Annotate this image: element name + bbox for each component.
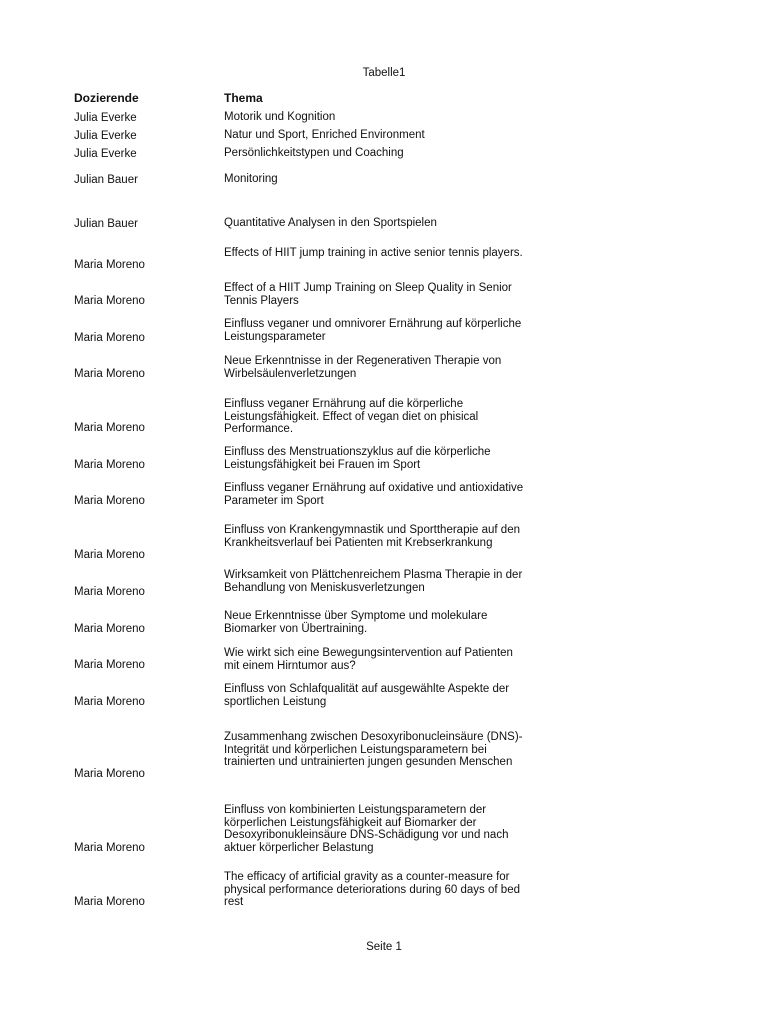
lecturer-cell: Maria Moreno — [74, 331, 145, 344]
topic-cell: Natur und Sport, Enriched Environment — [224, 129, 425, 141]
topic-cell: Einfluss von kombinierten Leistungsparametern der körperlichen Leistungsfähigkeit auf Biomarker der Desoxyribonukleinsäure DNS-Schädigung vor und nach aktuer körperlicher Belastung — [224, 804, 509, 854]
topic-cell: Einfluss von Schlafqualität auf ausgewählte Aspekte der sportlichen Leistung — [224, 683, 510, 708]
table-row — [0, 524, 768, 561]
table-row — [0, 355, 768, 380]
sheet-title: Tabelle1 — [362, 67, 406, 79]
topic-cell: Einfluss von Krankengymnastik und Sporttherapie auf den Krankheitsverlauf bei Patienten mit Krebserkrankung — [224, 524, 520, 549]
topic-cell: Wirksamkeit von Plättchenreichem Plasma Therapie in der Behandlung von Meniskusverletzungen — [224, 569, 523, 594]
table-row — [0, 247, 768, 271]
table-row — [0, 282, 768, 307]
lecturer-cell: Maria Moreno — [74, 767, 145, 780]
lecturer-cell: Maria Moreno — [74, 658, 145, 671]
lecturer-cell: Maria Moreno — [74, 841, 145, 854]
table-row — [0, 683, 768, 708]
lecturer-cell: Julia Everke — [74, 111, 137, 124]
lecturer-cell: Julia Everke — [74, 147, 137, 160]
topic-cell: Einfluss veganer Ernährung auf oxidative und antioxidative Parameter im Sport — [224, 482, 524, 507]
lecturer-cell: Maria Moreno — [74, 367, 145, 380]
lecturer-cell: Maria Moreno — [74, 895, 145, 908]
lecturer-cell: Julian Bauer — [74, 173, 138, 186]
topic-cell: Monitoring — [224, 173, 278, 185]
table-row — [0, 217, 768, 230]
lecturer-cell: Maria Moreno — [74, 458, 145, 471]
table-row — [0, 147, 768, 160]
table-row — [0, 871, 768, 908]
topic-cell: Einfluss veganer und omnivorer Ernährung auf körperliche Leistungsparameter — [224, 318, 522, 343]
lecturer-cell: Maria Moreno — [74, 622, 145, 635]
topic-cell: Neue Erkenntnisse über Symptome und molekulare Biomarker von Übertraining. — [224, 610, 488, 635]
lecturer-cell: Maria Moreno — [74, 258, 145, 271]
topic-cell: Motorik und Kognition — [224, 111, 336, 123]
table-row — [0, 398, 768, 434]
lecturer-cell: Julian Bauer — [74, 217, 138, 230]
lecturer-cell: Maria Moreno — [74, 421, 145, 434]
table-row — [0, 731, 768, 780]
lecturer-cell: Maria Moreno — [74, 494, 145, 507]
topic-cell: Effect of a HIIT Jump Training on Sleep Quality in Senior Tennis Players — [224, 282, 512, 307]
topic-cell: Neue Erkenntnisse in der Regenerativen Therapie von Wirbelsäulenverletzungen — [224, 355, 502, 380]
table-row — [0, 804, 768, 854]
lecturer-cell: Julia Everke — [74, 129, 137, 142]
table-row — [0, 446, 768, 471]
page-footer: Seite 1 — [366, 941, 402, 953]
table-row — [0, 482, 768, 507]
topic-cell: Persönlichkeitstypen und Coaching — [224, 147, 404, 159]
table-row — [0, 647, 768, 671]
lecturer-cell: Maria Moreno — [74, 695, 145, 708]
lecturer-cell: Maria Moreno — [74, 548, 145, 561]
column-header-topic: Thema — [224, 91, 263, 105]
lecturer-cell: Maria Moreno — [74, 585, 145, 598]
topic-cell: Einfluss des Menstruationszyklus auf die körperliche Leistungsfähigkeit bei Frauen im Sport — [224, 446, 491, 471]
table-row — [0, 318, 768, 344]
table-row — [0, 173, 768, 186]
table-row — [0, 129, 768, 142]
table-row — [0, 111, 768, 124]
column-header-lecturer: Dozierende — [74, 91, 139, 105]
lecturer-cell: Maria Moreno — [74, 294, 145, 307]
topic-cell: Einfluss veganer Ernährung auf die körperliche Leistungsfähigkeit. Effect of vegan diet on phisical Performance. — [224, 398, 479, 435]
table-row — [0, 569, 768, 598]
topic-cell: Zusammenhang zwischen Desoxyribonucleinsäure (DNS)-Integrität und körperlichen Leistungsparametern bei trainierten und untrainierten jungen gesunden Menschen — [224, 731, 523, 768]
topic-cell: The efficacy of artificial gravity as a counter-measure for physical performance deteriorations during 60 days of bed rest — [224, 871, 520, 908]
topic-cell: Quantitative Analysen in den Sportspielen — [224, 217, 437, 229]
table-row — [0, 610, 768, 635]
topic-cell: Wie wirkt sich eine Bewegungsintervention auf Patienten mit einem Hirntumor aus? — [224, 647, 513, 672]
topic-cell: Effects of HIIT jump training in active senior tennis players. — [224, 247, 523, 259]
